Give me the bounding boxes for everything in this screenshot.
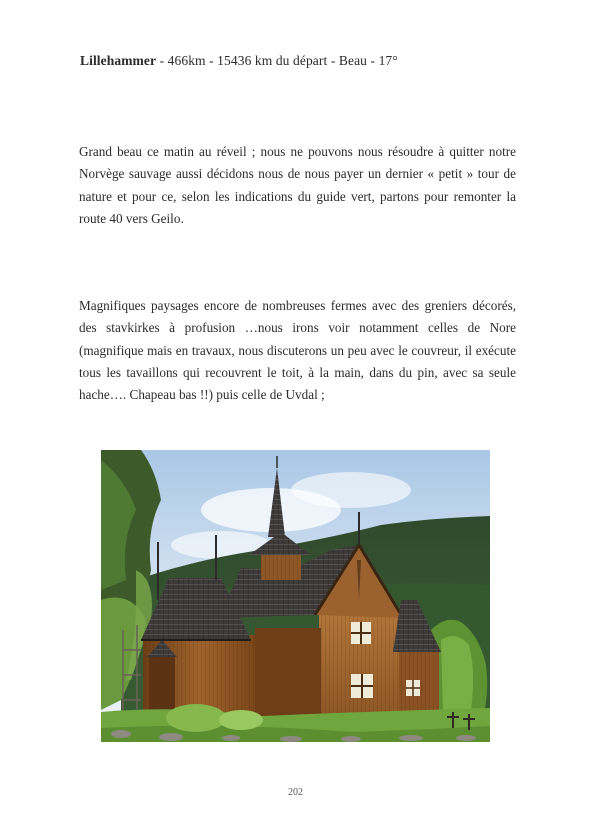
- heading-details: - 466km - 15436 km du départ - Beau - 17°: [156, 53, 398, 68]
- paragraph-1: Grand beau ce matin au réveil ; nous ne pouvons nous résoudre à quitter notre Norvège sauvage aussi décidons nous de nous payer un dernier « petit » tour de nature et pour ce, selon les indications du guide vert, partons pour remonter la route 40 vers Geilo.: [79, 144, 516, 226]
- stave-church-photo: [101, 450, 490, 742]
- paragraph-2: Magnifiques paysages encore de nombreuses fermes avec des greniers décorés, des stavkirkes à profusion …nous irons voir notamment celles de Nore (magnifique mais en travaux, nous discuterons un peu avec le couvreur, il exécute tous les tavaillons qui recouvrent le toit, à la main, dans du pin, avec sa seule hache…. Chapeau bas !!) puis celle de Uvdal ;: [79, 298, 516, 403]
- heading-place: Lillehammer: [80, 53, 157, 68]
- page-number: 202: [288, 787, 303, 798]
- page-heading: [80, 53, 398, 69]
